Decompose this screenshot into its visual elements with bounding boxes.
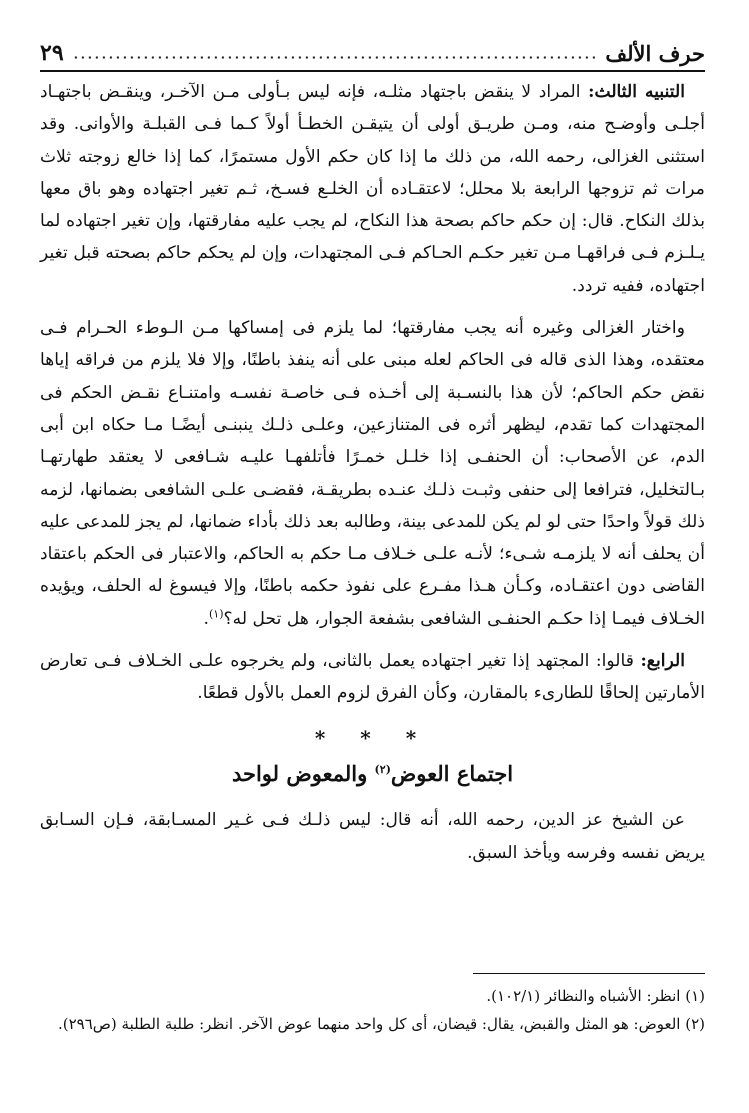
paragraph-text: عن الشيخ عز الدين، رحمه الله، أنه قال: ليس ذلـك فـى غـير المسـابقة، فـإن السـابق يريض نفسه وفرسه ويأخذ السبق.: [40, 810, 705, 863]
section-title-part: والمعوض لواحد: [231, 760, 375, 786]
paragraph-text: المراد لا ينقض باجتهاد مثلـه، فإنه ليس بـأولى مـن الآخـر، وينقـض باجتهـاد أجلـى وأوضـح منه، ومـن طريـق أولى أن يتيقـن الخطـأ أولاً كـما فـى القبلـة والأوانى. وقد استثنى الغزالى، رحمه الله، من ذلك ما إذا كان حكم الأول مستمرًا، كما إذا خالع زوجته ثلاث مرات ثم تزوجها الرابعة بلا محلل؛ لاعتقـاده أن الخلـع فسـخ، ثـم تغير اجتهاده وهو باق معها بذلك النكاح. قال: إن حكم حاكم بصحة هذا النكاح، لم يجب عليه مفارقتها، وإن تغير اجتهاده لما يـلـزم فـى فراقهـا مـن تغير حكـم الحـاكم فـى المجتهدات، وإن لم يحكم حاكم بصحته قبل تغير اجتهاده، ففيه تردد.: [40, 82, 705, 296]
footnote-ref[interactable]: (٢): [374, 762, 391, 776]
section-title-part: اجتماع العوض: [390, 760, 514, 786]
paragraph-text: قالوا: المجتهد إذا تغير اجتهاده يعمل بالثانى، ولم يخرجوه علـى الخـلاف فـى تعارض الأمارتين إلحاقًا للطارىء بالمقارن، وكأن الفرق لزوم العمل بالأول قطعًا.: [40, 651, 705, 704]
section-separator: * * *: [314, 725, 431, 750]
paragraph-izz-aldin: [40, 804, 705, 869]
footnote-ref[interactable]: (١): [208, 607, 224, 621]
paragraph-ghazali: [40, 312, 705, 635]
footnote-divider: [473, 973, 705, 974]
footnote-2: (٢) العوض: هو المثل والقبض، يقال: قيضان، أى كل واحد منهما عوض الآخر. انظر: طلبة الطلبة (ص٢٩٦).: [57, 1015, 705, 1033]
main-text: [40, 76, 705, 869]
paragraph-text: واختار الغزالى وغيره أنه يجب مفارقتها؛ لما يلزم فى إمساكها مـن الـوطء الحـرام فـى معتقده، وهذا الذى قاله فى الحاكم لعله مبنى على أنه ينفذ باطنًا، وإلا فلا يلزم من فراقه إياها نقض حكم الحاكم؛ لأن هذا بالنسـبة إلى أخـذه فـى خاصـة نفسـه وامتنـاع نقـض الحكم فى المجتهدات كما تقدم، ليظهر أثره فى المتنازعين، وعلـى ذلـك ينبنـى أيضًـا مـا حكاه ابن أبى الدم، عن الأصحاب: أن الحنفـى إذا خلـل خمـرًا فأتلفهـا عليـه شـافعى لا يعتقد طهارتهـا بـالتخليل، فترافعا إلى حنفى وثبـت ذلـك عنـده بطريقـة، فقضـى علـى الشافعى بضمانها، لزمه ذلك قولاً واحدًا حتى لو لم يكن للمدعى بينة، وطالبه بعد ذلك بأداء ضمانها، لم يجز للمدعى عليه أن يحلف أنه لا يلزمـه شـىء؛ لأنـه علـى خـلاف مـا حكم به الحاكم، والاعتبار فى الحكم باعتقاد القاضى دون اعتقـاده، وكـأن هـذا مفـرع على نفوذ حكمه باطنًا، وإلا فيسوغ له الحلف، ويؤيده الخـلاف فيمـا إذا حكـم الحنفـى الشافعى بشفعة الجوار، هل تحل له؟: [40, 318, 705, 629]
paragraph-fourth-note: [40, 645, 705, 710]
section-title: [40, 758, 705, 790]
page-number: ٢٩: [40, 40, 64, 66]
footnotes: [40, 982, 705, 1038]
chapter-title: حرف الألف: [605, 41, 705, 66]
paragraph-third-note: [40, 76, 705, 302]
header-dotted-leader: [70, 53, 600, 61]
paragraph-lead: التنبيه الثالث:: [588, 82, 685, 102]
running-header: [40, 26, 705, 72]
footnote-1: (١) انظر: الأشباه والنظائر (١٠٢/١).: [486, 987, 705, 1005]
paragraph-end: .: [203, 608, 209, 629]
paragraph-lead: الرابع:: [640, 651, 685, 672]
